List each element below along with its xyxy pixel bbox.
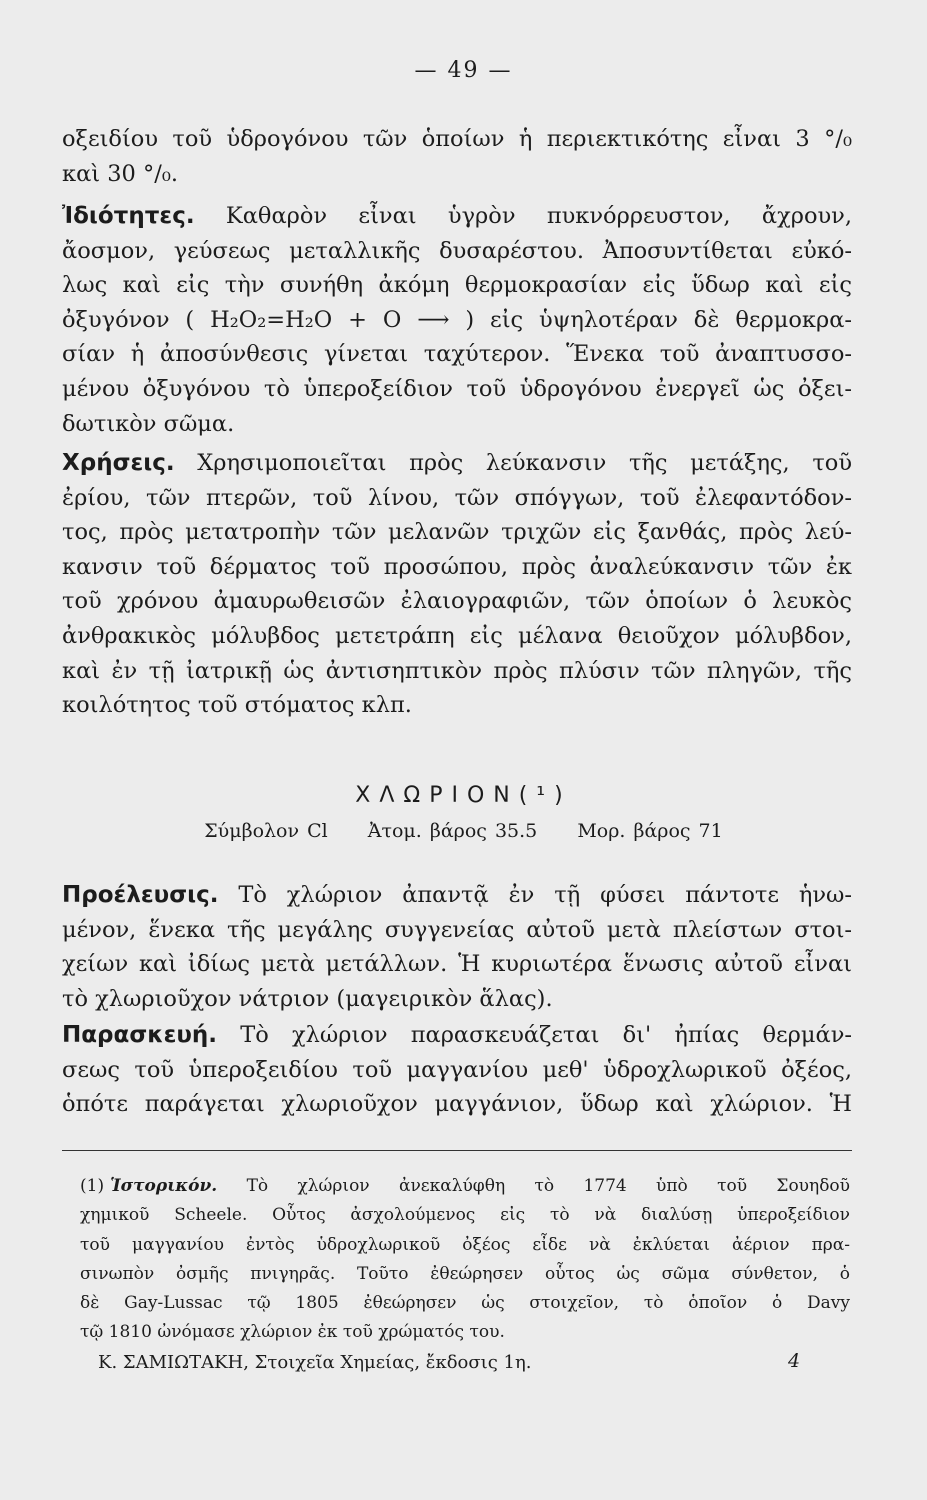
text-line: Χρήσεις. Χρησιμοποιεῖται πρὸς λεύκανσιν τῆς μετάξης, τοῦ (62, 450, 852, 476)
chlorine-properties-line (0, 820, 927, 842)
text-line: λως καὶ εἰς τὴν συνήθη ἀκόμη θερμοκρασίαν εἰς ὕδωρ καὶ εἰς (62, 272, 852, 299)
book-imprint: Κ. ΣΑΜΙΩΤΑΚΗ, Στοιχεῖα Χημείας, ἔκδοσις 1η. (98, 1352, 532, 1373)
chlorine-title: ΧΛΩΡΙΟΝ(¹) (355, 783, 572, 808)
paragraph-preparation (62, 1018, 852, 1122)
text-line: κοιλότητος τοῦ στόματος κλπ. (62, 692, 412, 719)
atomic-weight: Ἀτομ. βάρος 35.5 (367, 820, 538, 842)
paragraph-continuation (62, 122, 852, 191)
text-line: ἀνθρακικὸς μόλυβδος μετετράπη εἰς μέλανα θειοῦχον μόλυβδον, (62, 622, 852, 649)
molecular-weight: Μορ. βάρος 71 (577, 820, 723, 842)
text-line: δωτικὸν σῶμα. (62, 410, 235, 437)
text-line: τος, πρὸς μετατροπὴν τῶν μελανῶν τριχῶν εἰς ξανθάς, πρὸς λεύ- (62, 519, 852, 546)
chemical-symbol: Σύμβολον Cl (204, 820, 328, 842)
text-line: ἄοσμον, γεύσεως μεταλλικῆς δυσαρέστου. Ἀποσυντίθεται εὐκό- (62, 237, 852, 264)
footnote (80, 1172, 850, 1348)
text-line: ἐρίου, τῶν πτερῶν, τοῦ λίνου, τῶν σπόγγων, τοῦ ἐλεφαντόδον- (62, 484, 852, 511)
paragraph-origin (62, 878, 852, 1016)
text-line: σινωπὸν ὀσμῆς πνιγηρᾶς. Τοῦτο ἐθεώρησεν οὗτος ὡς σῶμα σύνθετον, ὁ (80, 1263, 850, 1284)
text-line: σεως τοῦ ὑπεροξειδίου τοῦ μαγγανίου μεθ' ὑδροχλωρικοῦ ὀξέος, (62, 1056, 852, 1083)
text-line: καὶ 30 °/₀. (62, 160, 179, 187)
text-line: σίαν ἡ ἀποσύνθεσις γίνεται ταχύτερον. Ἕνεκα τοῦ ἀναπτυσσο- (62, 341, 852, 368)
paragraph-properties (62, 199, 852, 441)
section-heading-uses: Χρήσεις. (62, 450, 175, 476)
text-line: τῷ 1810 ὠνόμασε χλώριον ἐκ τοῦ χρώματός του. (80, 1322, 505, 1343)
footnote-divider (62, 1150, 852, 1151)
section-heading-origin: Προέλευσις. (62, 882, 219, 908)
text-line: ὁπότε παράγεται χλωριοῦχον μαγγάνιον, ὕδωρ καὶ χλώριον. Ἡ (62, 1091, 852, 1118)
section-heading-properties: Ἰδιότητες. (62, 203, 195, 229)
text-line: μένον, ἕνεκα τῆς μεγάλης συγγενείας αὐτοῦ μετὰ πλείστων στοι- (62, 916, 852, 943)
text-line: τοῦ χρόνου ἀμαυρωθεισῶν ἐλαιογραφιῶν, τῶν ὁποίων ὁ λευκὸς (62, 588, 852, 615)
text-line: Προέλευσις. Τὸ χλώριον ἀπαντᾷ ἐν τῇ φύσει πάντοτε ἡνω- (62, 882, 852, 908)
text-line: ὀξυγόνον ( H₂O₂=H₂O + O ⟶ ) εἰς ὑψηλοτέραν δὲ θερμοκρα- (62, 306, 852, 333)
page-number: — 49 — (414, 58, 513, 83)
text-line: καὶ ἐν τῇ ἰατρικῇ ὡς ἀντισηπτικὸν πρὸς πλύσιν τῶν πληγῶν, τῆς (62, 657, 852, 684)
signature-mark: 4 (788, 1350, 801, 1372)
section-heading-preparation: Παρασκευή. (62, 1022, 218, 1048)
text-line: χημικοῦ Scheele. Οὗτος ἀσχολούμενος εἰς τὸ νὰ διαλύσῃ ὑπεροξείδιον (80, 1205, 850, 1226)
text-line: οξειδίου τοῦ ὑδρογόνου τῶν ὁποίων ἡ περιεκτικότης εἶναι 3 °/₀ (62, 126, 852, 152)
footnote-marker: (1) (80, 1176, 105, 1196)
text-line: (1) Ἱστορικόν. Τὸ χλώριον ἀνεκαλύφθη τὸ 1774 ὑπὸ τοῦ Σουηδοῦ (80, 1176, 850, 1196)
text-line: τὸ χλωριοῦχον νάτριον (μαγειρικὸν ἅλας). (62, 985, 553, 1012)
text-line: χείων καὶ ἰδίως μετὰ μετάλλων. Ἡ κυριωτέρα ἕνωσις αὐτοῦ εἶναι (62, 951, 852, 978)
text-line: κανσιν τοῦ δέρματος τοῦ προσώπου, πρὸς ἀναλεύκανσιν τῶν ἐκ (62, 553, 852, 580)
paragraph-uses (62, 446, 852, 723)
text-line: Ἰδιότητες. Καθαρὸν εἶναι ὑγρὸν πυκνόρρευστον, ἄχρουν, (62, 203, 852, 229)
text-line: δὲ Gay-Lussac τῷ 1805 ἐθεώρησεν ὡς στοιχεῖον, τὸ ὁποῖον ὁ Davy (80, 1293, 850, 1314)
text-line: τοῦ μαγγανίου ἐντὸς ὑδροχλωρικοῦ ὀξέος εἶδε νὰ ἐκλύεται ἀέριον πρα- (80, 1234, 850, 1255)
footnote-heading: Ἱστορικόν. (110, 1176, 218, 1196)
text-line: Παρασκευή. Τὸ χλώριον παρασκευάζεται δι' ἠπίας θερμάν- (62, 1022, 852, 1048)
text-line: μένου ὀξυγόνου τὸ ὑπεροξείδιον τοῦ ὑδρογόνου ἐνεργεῖ ὡς ὀξει- (62, 375, 852, 402)
